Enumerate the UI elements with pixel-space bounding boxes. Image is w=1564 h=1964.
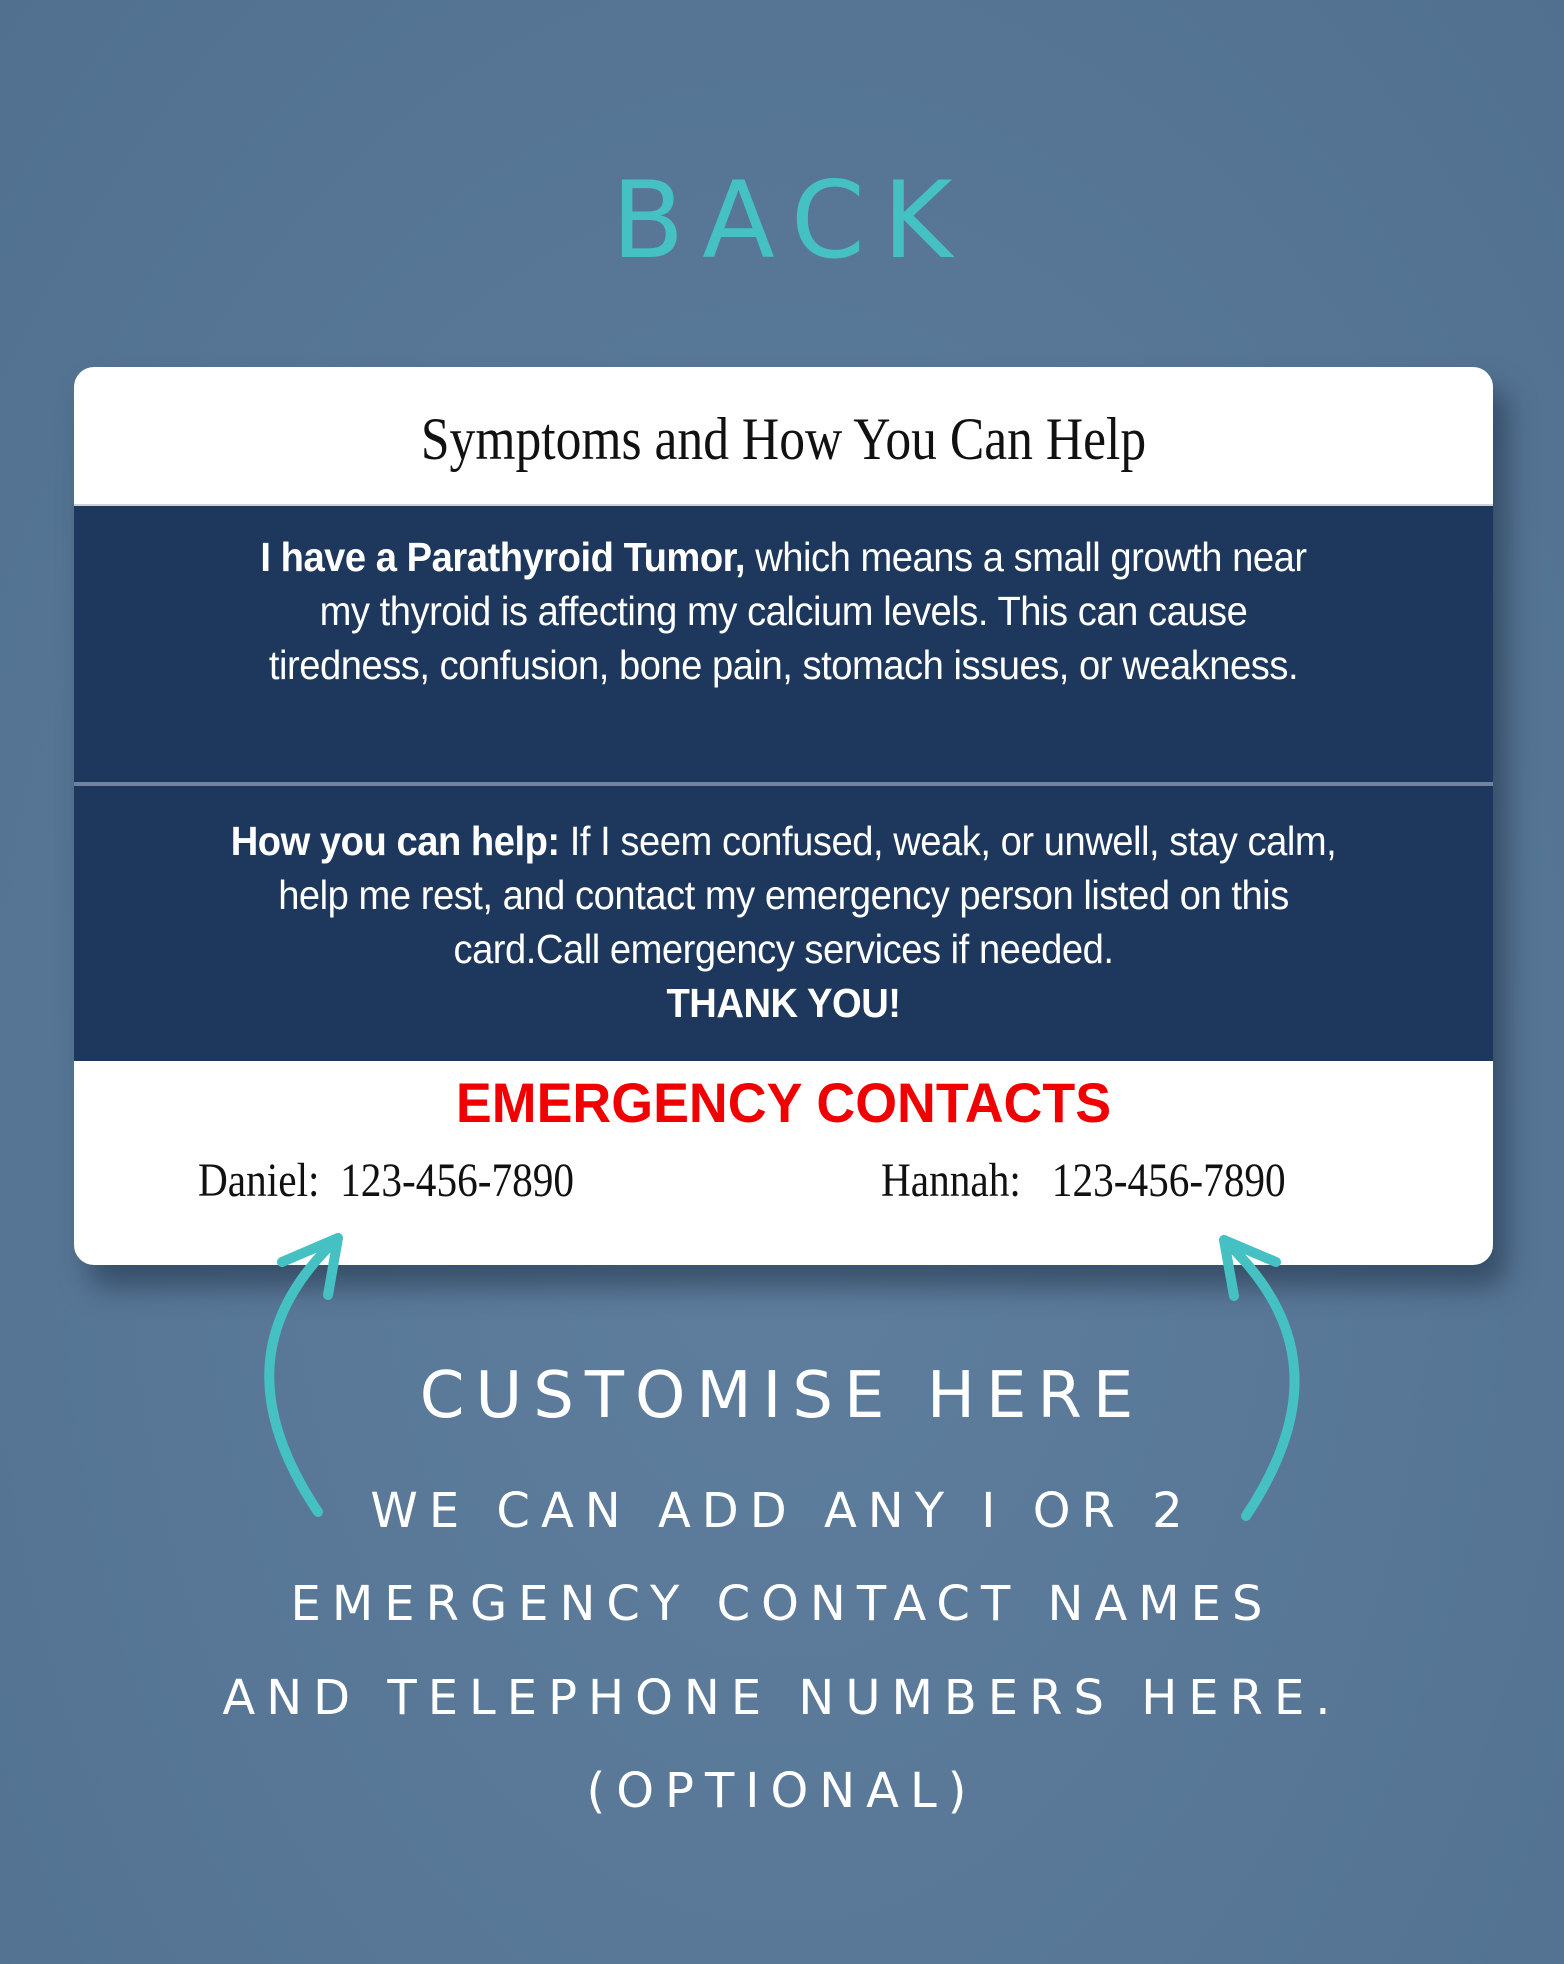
help-body: If I seem confused, weak, or unwell, stay calm, help me rest, and contact my emergency person listed on this card.Call emergency services if needed. bbox=[278, 818, 1337, 972]
help-lead: How you can help: bbox=[230, 818, 560, 864]
thank-you-text: THANK YOU! bbox=[666, 980, 901, 1026]
help-section bbox=[74, 786, 1493, 1061]
customise-line-3: AND TELEPHONE NUMBERS HERE. bbox=[222, 1670, 1342, 1726]
customise-line-2: EMERGENCY CONTACT NAMES bbox=[290, 1576, 1274, 1632]
customise-line-1: WE CAN ADD ANY I OR 2 bbox=[370, 1483, 1194, 1539]
contact-2: Hannah: 123-456-7890 bbox=[881, 1154, 1286, 1207]
contact-1: Daniel: 123-456-7890 bbox=[198, 1154, 575, 1207]
condition-section bbox=[74, 504, 1493, 783]
condition-body: which means a small growth near my thyroid is affecting my calcium levels. This can cause tiredness, confusion, bone pain, stomach issues, or weakness. bbox=[268, 534, 1307, 688]
page-title: BACK bbox=[611, 159, 971, 282]
card-title: Symptoms and How You Can Help bbox=[420, 406, 1147, 472]
help-text bbox=[124, 786, 1444, 1030]
customise-line-4: (OPTIONAL) bbox=[586, 1763, 978, 1819]
medical-card-back bbox=[74, 367, 1493, 1265]
condition-lead: I have a Parathyroid Tumor, bbox=[260, 534, 746, 580]
condition-text bbox=[124, 506, 1444, 692]
emergency-contacts-title: EMERGENCY CONTACTS bbox=[455, 1071, 1112, 1134]
customise-heading: CUSTOMISE HERE bbox=[419, 1359, 1145, 1433]
